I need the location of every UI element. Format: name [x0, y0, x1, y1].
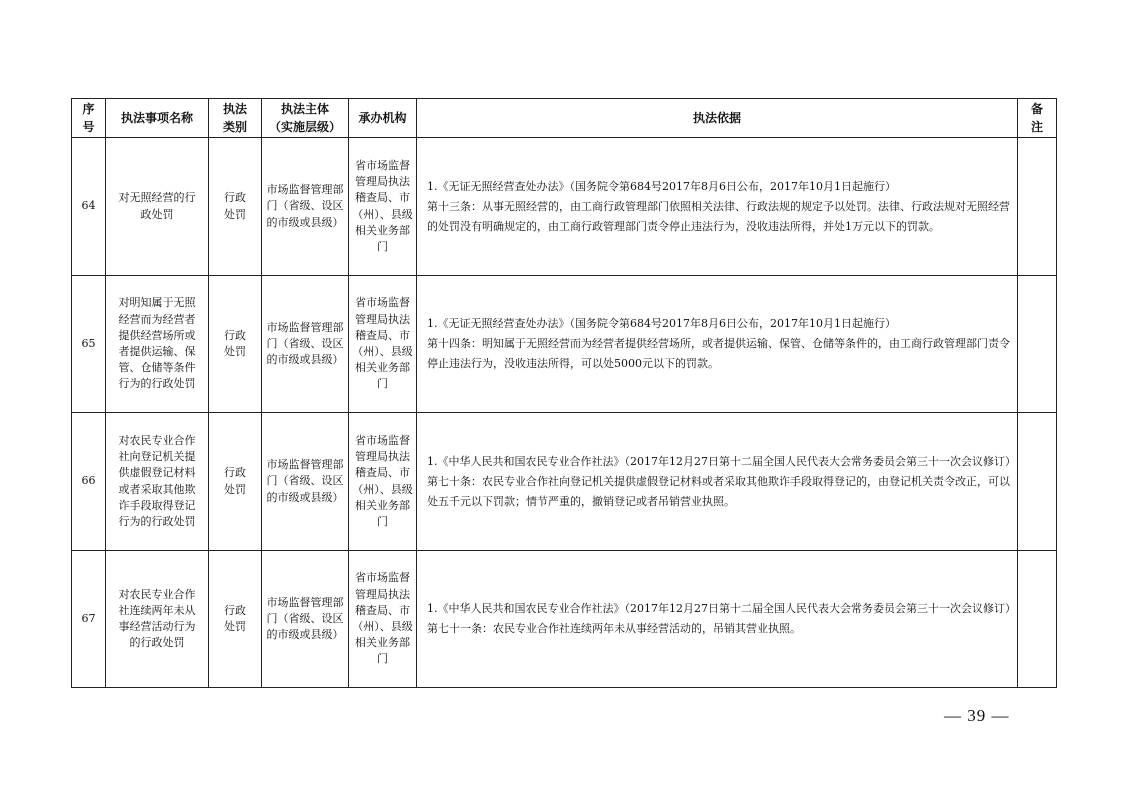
- row-org: 省市场监督管理局执法稽查局、市（州）、县级相关业务部门: [349, 413, 417, 551]
- header-note-label: 备注: [1030, 102, 1043, 134]
- header-law: 执法依据: [417, 99, 1018, 138]
- law-citation: 1.《中华人民共和国农民专业合作社法》（2017年12月27日第十二届全国人民代表大会常务委员会第三十一次会议修订）: [427, 454, 1016, 468]
- table-row: [72, 551, 1057, 688]
- enforcement-table-container: [71, 98, 1057, 688]
- header-org: 承办机构: [349, 99, 417, 138]
- table-row: [72, 138, 1057, 276]
- row-name: 对明知属于无照经营而为经营者提供经营场所或者提供运输、保管、仓储等条件行为的行政处罚: [106, 276, 209, 413]
- row-note: [1018, 413, 1057, 551]
- header-type: [209, 99, 262, 138]
- row-type: [209, 413, 262, 551]
- row-no: 66: [72, 413, 106, 551]
- law-article: 第七十一条：农民专业合作社连续两年未从事经营活动的，吊销其营业执照。: [427, 622, 801, 635]
- table-header-row: [72, 99, 1057, 138]
- row-type-label: 行政处罚: [224, 191, 246, 221]
- row-note: [1018, 276, 1057, 413]
- law-article: 第十四条：明知属于无照经营而为经营者提供经营场所，或者提供运输、保管、仓储等条件的，由工商行政管理部门责令停止违法行为，没收违法所得，可以处5000元以下的罚款。: [427, 337, 1010, 370]
- header-body: [262, 99, 349, 138]
- header-no-label: 序号: [82, 102, 95, 134]
- law-citation: 1.《无证无照经营查处办法》（国务院令第684号2017年8月6日公布，2017年10月1日起施行）: [427, 317, 896, 330]
- row-body: 市场监督管理部门（省级、设区的市级或县级）: [262, 551, 349, 688]
- row-law: [417, 276, 1018, 413]
- law-article: 第七十条：农民专业合作社向登记机关提供虚假登记材料或者采取其他欺诈手段取得登记的，由登记机关责令改正，可以处五千元以下罚款；情节严重的，撤销登记或者吊销营业执照。: [427, 474, 1010, 508]
- row-law: [417, 413, 1018, 551]
- row-name: 对无照经营的行政处罚: [106, 138, 209, 276]
- law-citation: 1.《中华人民共和国农民专业合作社法》（2017年12月27日第十二届全国人民代表大会常务委员会第三十一次会议修订）: [427, 602, 1016, 615]
- header-name: 执法事项名称: [106, 99, 209, 138]
- row-note: [1018, 551, 1057, 688]
- header-body-line1: 执法主体: [280, 102, 329, 116]
- row-no: 67: [72, 551, 106, 688]
- enforcement-items-table: [71, 98, 1057, 688]
- row-no: 64: [72, 138, 106, 276]
- header-body-line2: （实施层级）: [268, 120, 341, 134]
- row-type-label: 行政处罚: [224, 603, 246, 633]
- row-body: 市场监督管理部门（省级、设区的市级或县级）: [262, 276, 349, 413]
- law-article: 第十三条：从事无照经营的，由工商行政管理部门依照相关法律、行政法规的规定予以处罚。法律、行政法规对无照经营的处罚没有明确规定的，由工商行政管理部门责令停止违法行为，没收违法所得，并处1万元以下的罚款。: [427, 199, 1010, 233]
- row-law: [417, 551, 1018, 688]
- row-type-label: 行政处罚: [224, 466, 246, 496]
- header-type-label: 执法类别: [222, 102, 247, 134]
- row-note: [1018, 138, 1057, 276]
- row-org: 省市场监督管理局执法稽查局、市（州）、县级相关业务部门: [349, 276, 417, 413]
- row-body: 市场监督管理部门（省级、设区的市级或县级）: [262, 413, 349, 551]
- row-name: 对农民专业合作社向登记机关提供虚假登记材料或者采取其他欺诈手段取得登记行为的行政处罚: [106, 413, 209, 551]
- row-type: [209, 276, 262, 413]
- header-note: [1018, 99, 1057, 138]
- row-law: [417, 138, 1018, 276]
- row-name: 对农民专业合作社连续两年未从事经营活动行为的行政处罚: [106, 551, 209, 688]
- header-no: [72, 99, 106, 138]
- row-type: [209, 551, 262, 688]
- row-type: [209, 138, 262, 276]
- row-no: 65: [72, 276, 106, 413]
- row-org: 省市场监督管理局执法稽查局、市（州）、县级相关业务部门: [349, 138, 417, 276]
- law-citation: 1.《无证无照经营查处办法》（国务院令第684号2017年8月6日公布，2017年10月1日起施行）: [427, 179, 896, 193]
- page-number: — 39 —: [944, 706, 1010, 725]
- row-type-label: 行政处罚: [224, 328, 246, 358]
- table-row: [72, 276, 1057, 413]
- row-org: 省市场监督管理局执法稽查局、市（州）、县级相关业务部门: [349, 551, 417, 688]
- table-row: [72, 413, 1057, 551]
- row-body: 市场监督管理部门（省级、设区的市级或县级）: [262, 138, 349, 276]
